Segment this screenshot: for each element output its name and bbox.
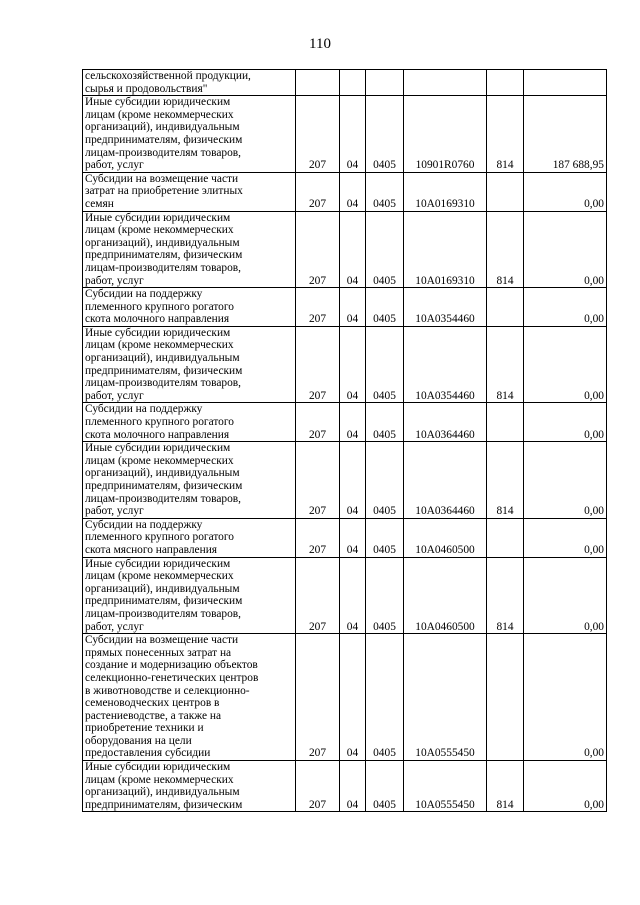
admin-code-cell: 207 <box>296 288 340 327</box>
expense-type-cell <box>487 172 524 211</box>
target-article-cell: 10А0460500 <box>404 518 487 557</box>
expense-name-cell: Иные субсидии юридическим лицам (кроме некоммерческих организаций), индивидуальным предпринимателям, физическим лицам-производителям товаров, работ, услуг <box>83 211 296 288</box>
table-row <box>83 518 607 557</box>
admin-code-cell: 207 <box>296 172 340 211</box>
amount-cell <box>524 70 607 96</box>
expense-type-cell: 814 <box>487 557 524 634</box>
amount-cell: 0,00 <box>524 326 607 403</box>
subsection-code-cell: 0405 <box>366 403 404 442</box>
expense-type-cell: 814 <box>487 761 524 812</box>
amount-cell: 0,00 <box>524 442 607 519</box>
amount-cell: 0,00 <box>524 172 607 211</box>
admin-code-cell: 207 <box>296 442 340 519</box>
expense-type-cell <box>487 288 524 327</box>
expense-type-cell: 814 <box>487 96 524 173</box>
section-code-cell: 04 <box>340 172 366 211</box>
table-row <box>83 211 607 288</box>
expense-name-cell: сельскохозяйственной продукции, сырья и продовольствия" <box>83 70 296 96</box>
table-body <box>83 70 607 812</box>
table-row <box>83 761 607 812</box>
amount-cell: 0,00 <box>524 557 607 634</box>
budget-table <box>82 69 607 812</box>
target-article-cell: 10А0169310 <box>404 172 487 211</box>
target-article-cell: 10А0460500 <box>404 557 487 634</box>
subsection-code-cell <box>366 70 404 96</box>
target-article-cell: 10А0364460 <box>404 403 487 442</box>
expense-name-cell: Субсидии на возмещение части прямых понесенных затрат на создание и модернизацию объектов селекционно-генетических центров в животноводстве и селекционно- семеноводческих центров в растениеводстве, а также на приобретение техники и оборудования на цели предоставления субсидии <box>83 634 296 761</box>
admin-code-cell: 207 <box>296 211 340 288</box>
section-code-cell: 04 <box>340 761 366 812</box>
table-row <box>83 70 607 96</box>
table-row <box>83 403 607 442</box>
amount-cell: 0,00 <box>524 634 607 761</box>
expense-type-cell <box>487 70 524 96</box>
section-code-cell: 04 <box>340 442 366 519</box>
admin-code-cell: 207 <box>296 96 340 173</box>
section-code-cell: 04 <box>340 634 366 761</box>
admin-code-cell: 207 <box>296 761 340 812</box>
subsection-code-cell: 0405 <box>366 557 404 634</box>
expense-type-cell: 814 <box>487 442 524 519</box>
admin-code-cell <box>296 70 340 96</box>
target-article-cell: 10А0169310 <box>404 211 487 288</box>
target-article-cell: 10А0354460 <box>404 288 487 327</box>
amount-cell: 187 688,95 <box>524 96 607 173</box>
expense-type-cell: 814 <box>487 211 524 288</box>
expense-name-cell: Субсидии на поддержку племенного крупного рогатого скота мясного направления <box>83 518 296 557</box>
target-article-cell <box>404 70 487 96</box>
table-row <box>83 326 607 403</box>
amount-cell: 0,00 <box>524 403 607 442</box>
section-code-cell: 04 <box>340 211 366 288</box>
subsection-code-cell: 0405 <box>366 518 404 557</box>
admin-code-cell: 207 <box>296 557 340 634</box>
expense-name-cell: Иные субсидии юридическим лицам (кроме некоммерческих организаций), индивидуальным предпринимателям, физическим лицам-производителям товаров, работ, услуг <box>83 557 296 634</box>
target-article-cell: 10А0555450 <box>404 634 487 761</box>
amount-cell: 0,00 <box>524 211 607 288</box>
target-article-cell: 10901R0760 <box>404 96 487 173</box>
section-code-cell: 04 <box>340 96 366 173</box>
page-number: 110 <box>309 36 331 52</box>
table-row <box>83 288 607 327</box>
admin-code-cell: 207 <box>296 634 340 761</box>
section-code-cell: 04 <box>340 518 366 557</box>
section-code-cell: 04 <box>340 288 366 327</box>
section-code-cell: 04 <box>340 326 366 403</box>
expense-name-cell: Субсидии на поддержку племенного крупного рогатого скота молочного направления <box>83 288 296 327</box>
section-code-cell: 04 <box>340 403 366 442</box>
subsection-code-cell: 0405 <box>366 761 404 812</box>
target-article-cell: 10А0354460 <box>404 326 487 403</box>
subsection-code-cell: 0405 <box>366 442 404 519</box>
subsection-code-cell: 0405 <box>366 211 404 288</box>
section-code-cell <box>340 70 366 96</box>
amount-cell: 0,00 <box>524 518 607 557</box>
subsection-code-cell: 0405 <box>366 326 404 403</box>
admin-code-cell: 207 <box>296 326 340 403</box>
table-row <box>83 96 607 173</box>
expense-name-cell: Иные субсидии юридическим лицам (кроме некоммерческих организаций), индивидуальным предпринимателям, физическим лицам-производителям товаров, работ, услуг <box>83 96 296 173</box>
subsection-code-cell: 0405 <box>366 288 404 327</box>
admin-code-cell: 207 <box>296 403 340 442</box>
expense-name-cell: Иные субсидии юридическим лицам (кроме некоммерческих организаций), индивидуальным предпринимателям, физическим лицам-производителям товаров, работ, услуг <box>83 442 296 519</box>
expense-name-cell: Иные субсидии юридическим лицам (кроме некоммерческих организаций), индивидуальным предпринимателям, физическим лицам-производителям товаров, работ, услуг <box>83 326 296 403</box>
table-row <box>83 442 607 519</box>
expense-type-cell <box>487 403 524 442</box>
admin-code-cell: 207 <box>296 518 340 557</box>
table-row <box>83 557 607 634</box>
subsection-code-cell: 0405 <box>366 172 404 211</box>
section-code-cell: 04 <box>340 557 366 634</box>
subsection-code-cell: 0405 <box>366 634 404 761</box>
amount-cell: 0,00 <box>524 761 607 812</box>
expense-name-cell: Субсидии на поддержку племенного крупного рогатого скота молочного направления <box>83 403 296 442</box>
target-article-cell: 10А0364460 <box>404 442 487 519</box>
subsection-code-cell: 0405 <box>366 96 404 173</box>
target-article-cell: 10А0555450 <box>404 761 487 812</box>
amount-cell: 0,00 <box>524 288 607 327</box>
expense-type-cell <box>487 634 524 761</box>
expense-name-cell: Иные субсидии юридическим лицам (кроме некоммерческих организаций), индивидуальным предпринимателям, физическим <box>83 761 296 812</box>
expense-type-cell <box>487 518 524 557</box>
expense-name-cell: Субсидии на возмещение части затрат на приобретение элитных семян <box>83 172 296 211</box>
expense-type-cell: 814 <box>487 326 524 403</box>
table-row <box>83 634 607 761</box>
table-row <box>83 172 607 211</box>
